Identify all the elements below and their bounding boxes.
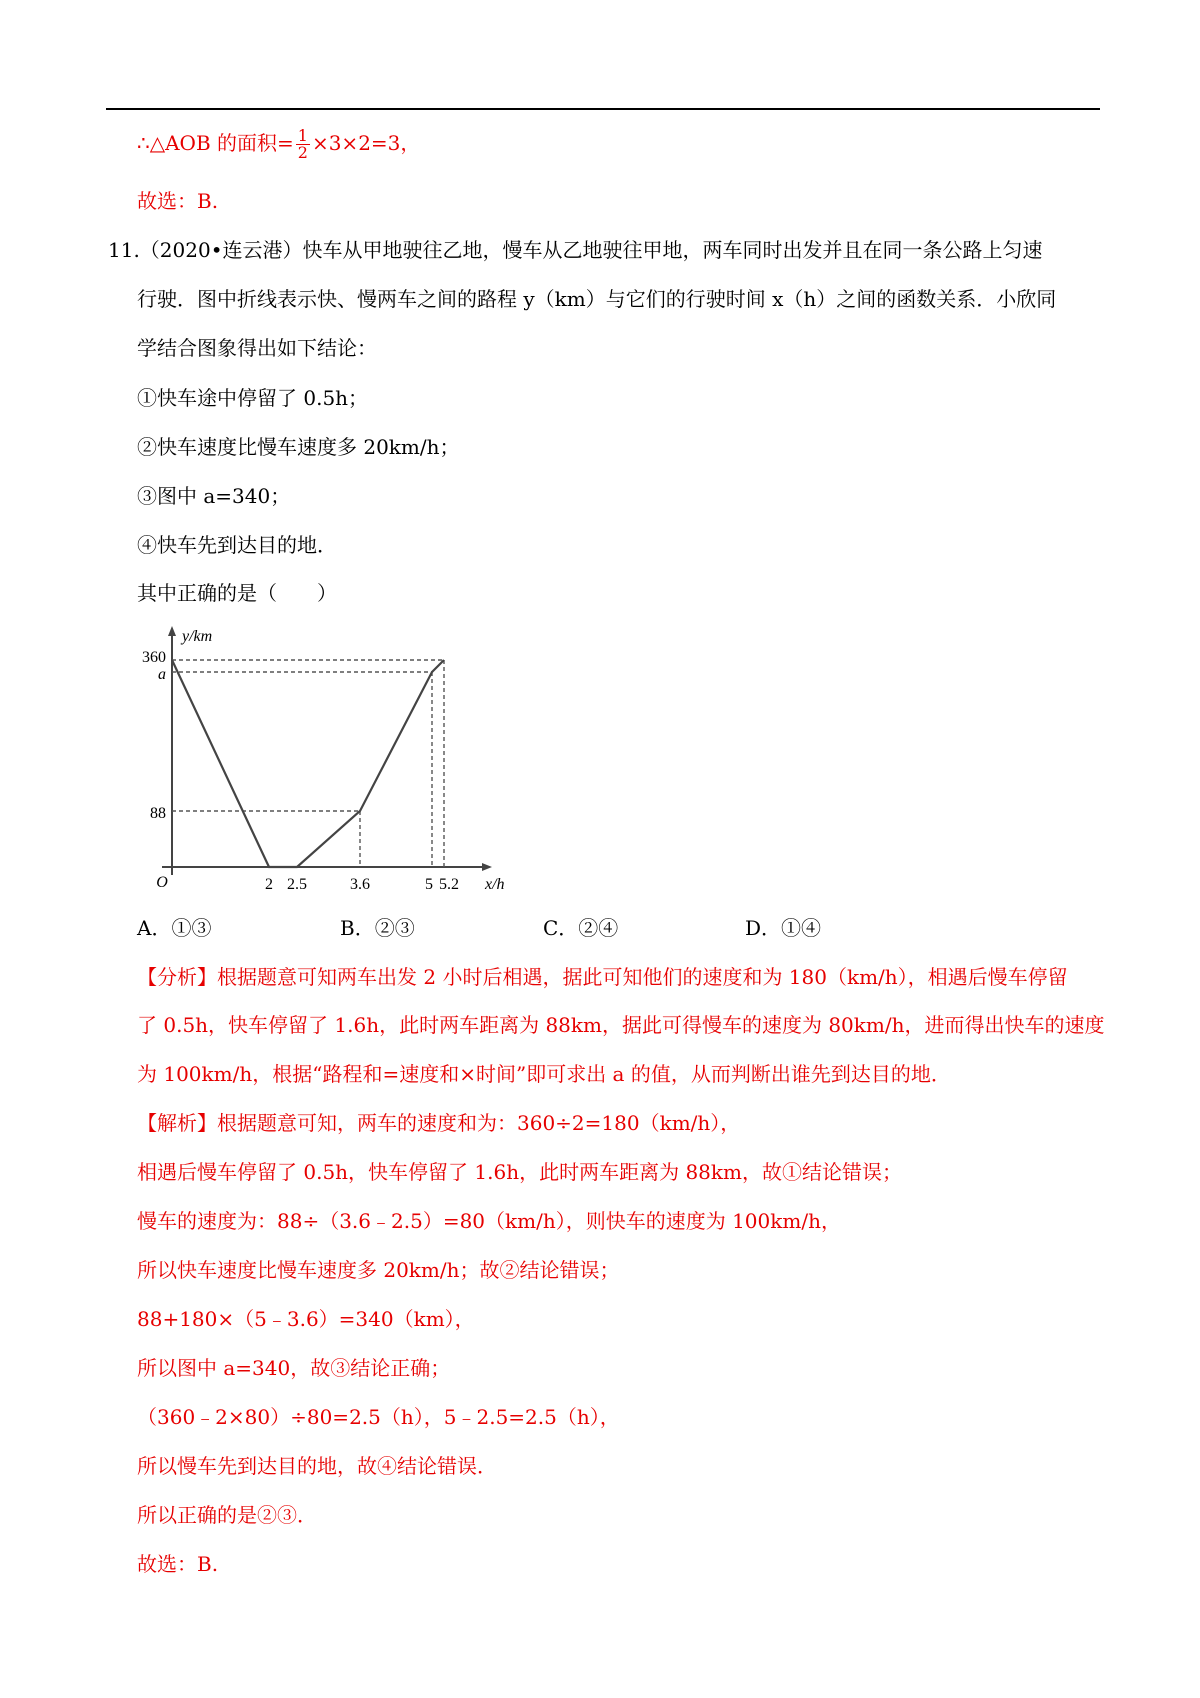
fraction-denominator: 2 [297,143,308,162]
area-formula-suffix: ×3×2=3， [311,131,421,155]
x-tick-5.2: 5.2 [439,876,459,893]
distance-line [172,660,444,867]
analysis-line-3: 为 100km/h，根据“路程和=速度和×时间”即可求出 a 的值，从而判断出谁先到达目的地． [137,1062,951,1086]
y-tick-a: a [158,666,166,683]
x-axis-label: x/h [485,876,505,893]
conclusion-1: ①快车途中停留了 0.5h； [137,386,369,410]
solution-line-9: 所以正确的是②③． [137,1503,317,1527]
question-prompt: 其中正确的是（ ） [137,581,337,605]
header-rule [106,108,1100,110]
y-tick-360: 360 [142,649,166,666]
question-line-1: 11.（2020•连云港）快车从甲地驶往乙地，慢车从乙地驶往甲地，两车同时出发并且在同一条公路上匀速 [108,238,1043,262]
y-tick-88: 88 [150,805,166,822]
distance-time-graph [142,620,518,900]
analysis-line-2: 了 0.5h，快车停留了 1.6h，此时两车距离为 88km，据此可得慢车的速度为 80km/h，进而得出快车的速度 [137,1013,1105,1037]
solution-line-4: 所以快车速度比慢车速度多 20km/h；故②结论错误； [137,1258,620,1282]
conclusion-4: ④快车先到达目的地． [137,533,337,557]
question-line-2: 行驶．图中折线表示快、慢两车之间的路程 y（km）与它们的行驶时间 x（h）之间的函数关系．小欣同 [137,287,1057,311]
option-c[interactable]: C．②④ [543,916,619,940]
x-tick-5: 5 [425,876,433,893]
fraction-numerator: 1 [297,126,308,145]
option-d[interactable]: D．①④ [745,916,822,940]
area-formula-prefix: ∴△AOB 的面积= [137,131,294,155]
solution-line-6: 所以图中 a=340，故③结论正确； [137,1356,451,1380]
solution-line-3: 慢车的速度为：88÷（3.6﹣2.5）=80（km/h），则快车的速度为 100km/h， [137,1209,841,1233]
fraction-half [296,128,310,161]
x-axis-arrow [482,863,492,871]
area-formula [137,128,1100,161]
solution-line-8: 所以慢车先到达目的地，故④结论错误． [137,1454,497,1478]
analysis-line-1: 【分析】根据题意可知两车出发 2 小时后相遇，据此可知他们的速度和为 180（km/h），相遇后慢车停留 [137,965,1068,989]
solution-answer: 故选：B. [137,1552,219,1576]
graph-series [172,660,444,867]
origin-label: O [156,874,168,891]
y-axis-label: y/km [182,628,213,645]
question-line-3: 学结合图象得出如下结论： [137,336,377,360]
prev-answer: 故选：B. [137,189,219,213]
option-a[interactable]: A．①③ [137,916,212,940]
x-tick-2.5: 2.5 [287,876,307,893]
x-tick-3.6: 3.6 [350,876,370,893]
graph-dashed-guides [172,660,444,867]
solution-line-2: 相遇后慢车停留了 0.5h，快车停留了 1.6h，此时两车距离为 88km，故①结论错误； [137,1160,902,1184]
solution-line-5: 88+180×（5﹣3.6）=340（km）， [137,1307,475,1331]
conclusion-3: ③图中 a=340； [137,484,291,508]
solution-line-7: （360﹣2×80）÷80=2.5（h），5﹣2.5=2.5（h）， [137,1405,620,1429]
option-b[interactable]: B．②③ [340,916,415,940]
solution-line-1: 【解析】根据题意可知，两车的速度和为：360÷2=180（km/h）， [137,1111,741,1135]
y-axis-arrow [168,626,176,636]
graph-labels [142,628,505,893]
conclusion-2: ②快车速度比慢车速度多 20km/h； [137,435,460,459]
x-tick-2: 2 [265,876,273,893]
graph-axes [162,626,492,875]
